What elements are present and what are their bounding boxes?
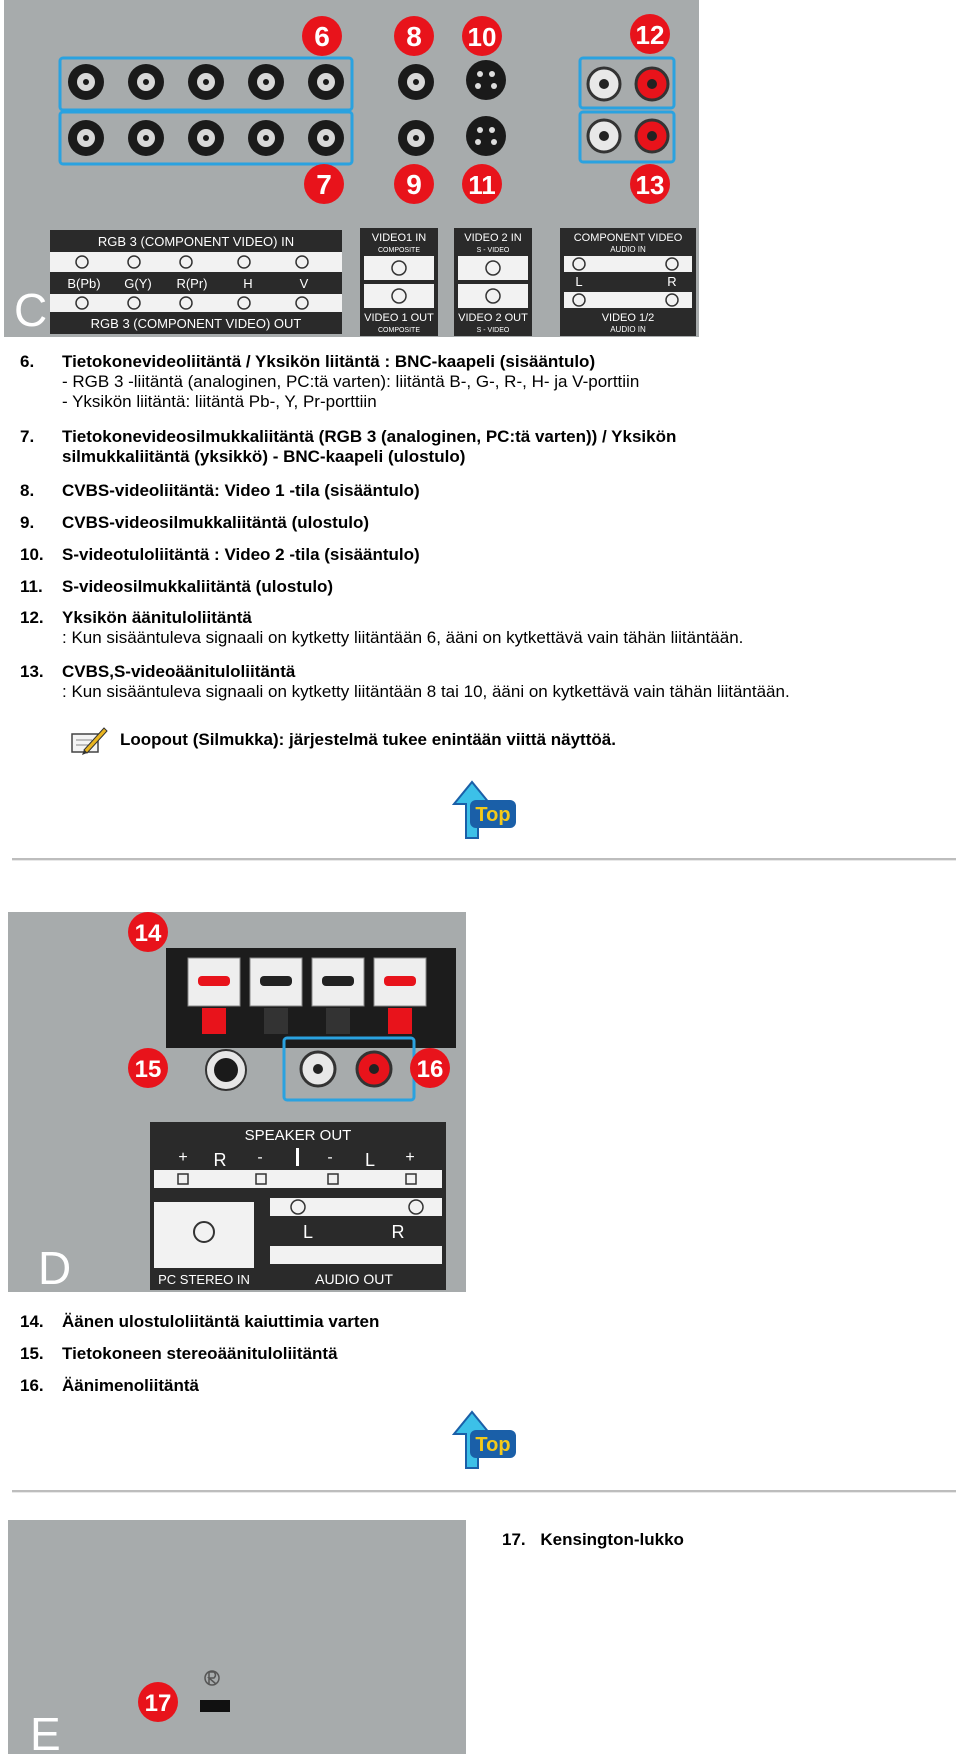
speaker-plus-r: + bbox=[178, 1149, 188, 1166]
svg-text:9: 9 bbox=[406, 169, 422, 200]
panel-d-drawing bbox=[8, 912, 466, 1292]
list-item bbox=[20, 1344, 720, 1366]
rgb-out-holes-row bbox=[50, 294, 342, 312]
svg-text:8: 8 bbox=[406, 21, 422, 52]
item-number: 12. bbox=[20, 608, 44, 627]
audio-out-jacks bbox=[301, 1052, 391, 1086]
divider bbox=[12, 1490, 956, 1493]
list-item bbox=[20, 427, 742, 471]
s-video-connectors bbox=[466, 60, 506, 156]
top-arrow-icon bbox=[446, 780, 520, 840]
video12-label: VIDEO 1/2 bbox=[601, 312, 655, 324]
item-number: 7. bbox=[20, 427, 35, 446]
svg-text:14: 14 bbox=[134, 920, 162, 947]
port-label-g: G(Y) bbox=[124, 276, 152, 291]
item-number: 8. bbox=[20, 481, 35, 500]
item-line: : Kun sisääntuleva signaali on kytketty liitäntään 8 tai 10, ääni on kytkettävä vain tähän liitäntään. bbox=[62, 682, 790, 701]
list-item bbox=[20, 481, 940, 503]
video2-svideo-label: S - VIDEO bbox=[476, 247, 510, 254]
svg-text:11: 11 bbox=[468, 170, 496, 200]
item-number: 6. bbox=[20, 352, 35, 371]
item-title: CVBS-videoliitäntä: Video 1 -tila (sisääntulo) bbox=[62, 481, 420, 500]
audio-label-l: L bbox=[575, 274, 583, 289]
video2-out-label: VIDEO 2 OUT bbox=[458, 312, 528, 324]
panel-d-image bbox=[8, 912, 466, 1292]
badge-12 bbox=[630, 14, 670, 54]
badge-9 bbox=[394, 164, 434, 204]
item-title: Äänimenoliitäntä bbox=[62, 1376, 199, 1395]
item-title: Tietokonevideoliitäntä / Yksikön liitäntä : BNC-kaapeli (sisääntulo) bbox=[62, 352, 596, 371]
connector-list-d bbox=[20, 1312, 720, 1398]
top-arrow-icon bbox=[446, 1410, 520, 1470]
note-text: Loopout (Silmukka): järjestelmä tukee enintään viittä näyttöä. bbox=[120, 730, 616, 749]
port-label-r: R(Pr) bbox=[176, 276, 208, 291]
back-to-top-button[interactable] bbox=[446, 1410, 520, 1470]
item-title: CVBS-videosilmukkaliitäntä (ulostulo) bbox=[62, 513, 369, 532]
bnc-connectors-out bbox=[68, 120, 344, 156]
badge-6 bbox=[302, 16, 342, 56]
item-title: Tietokoneen stereoäänituloliitäntä bbox=[62, 1344, 338, 1363]
component-video-label: COMPONENT VIDEO bbox=[573, 232, 683, 244]
rgb-in-label: RGB 3 (COMPONENT VIDEO) IN bbox=[97, 234, 295, 249]
item-title: Tietokonevideosilmukkaliitäntä (RGB 3 (analoginen, PC:tä varten)) / Yksikön silmukkaliitäntä (yksikkö) - BNC-kaapeli (ulostulo) bbox=[62, 427, 677, 466]
speaker-minus-l: - bbox=[327, 1149, 333, 1166]
connector-list-c bbox=[20, 352, 940, 706]
video2-in-label: VIDEO 2 IN bbox=[464, 232, 522, 244]
list-item bbox=[20, 577, 940, 599]
badge-14 bbox=[128, 912, 168, 952]
item-title: Äänen ulostuloliitäntä kaiuttimia varten bbox=[62, 1312, 380, 1331]
rgb-out-label: RGB 3 (COMPONENT VIDEO) OUT bbox=[90, 316, 302, 331]
audio-label-r: R bbox=[667, 274, 677, 289]
item-number: 10. bbox=[20, 545, 44, 564]
svg-text:13: 13 bbox=[635, 170, 665, 200]
list-item bbox=[20, 545, 940, 567]
port-label-v: V bbox=[299, 276, 309, 291]
item-number: 17. bbox=[502, 1530, 526, 1549]
speaker-plus-l: + bbox=[405, 1149, 415, 1166]
port-label-h: H bbox=[243, 276, 253, 291]
badge-13 bbox=[630, 164, 670, 204]
pc-stereo-jack bbox=[206, 1050, 246, 1090]
badge-11 bbox=[462, 164, 502, 204]
list-item bbox=[20, 1312, 720, 1334]
svg-text:17: 17 bbox=[144, 1690, 172, 1717]
port-label-b: B(Pb) bbox=[67, 276, 101, 291]
video1-out-composite-label: COMPOSITE bbox=[377, 327, 421, 334]
svg-text:12: 12 bbox=[635, 20, 665, 50]
item-title: S-videosilmukkaliitäntä (ulostulo) bbox=[62, 577, 334, 596]
video2-out-svideo-label: S - VIDEO bbox=[476, 327, 510, 334]
rgb-in-holes-row bbox=[50, 252, 342, 272]
item-number: 9. bbox=[20, 513, 35, 532]
item-number: 15. bbox=[20, 1344, 44, 1363]
speaker-out-label: SPEAKER OUT bbox=[244, 1127, 352, 1144]
speaker-minus-r: - bbox=[257, 1149, 263, 1166]
badge-16 bbox=[410, 1048, 450, 1088]
svg-text:10: 10 bbox=[467, 22, 497, 52]
speaker-label-r: R bbox=[213, 1150, 227, 1170]
cvbs-connectors bbox=[398, 64, 434, 156]
svg-text:Top: Top bbox=[475, 1434, 511, 1456]
rca-audio-connectors bbox=[588, 68, 668, 152]
divider bbox=[12, 858, 956, 861]
audio-out-label-l: L bbox=[302, 1222, 314, 1242]
kensington-item bbox=[502, 1530, 684, 1550]
item-line: - Yksikön liitäntä: liitäntä Pb-, Y, Pr-porttiin bbox=[62, 392, 377, 411]
panel-letter-c: C bbox=[14, 284, 48, 336]
video1-out-label: VIDEO 1 OUT bbox=[364, 312, 434, 324]
panel-e-image bbox=[8, 1520, 466, 1754]
item-number: 13. bbox=[20, 662, 44, 681]
kensington-slot bbox=[200, 1671, 230, 1712]
svg-text:Top: Top bbox=[475, 804, 511, 826]
item-number: 16. bbox=[20, 1376, 44, 1395]
panel-e-drawing bbox=[8, 1520, 466, 1754]
list-item bbox=[20, 608, 940, 652]
list-item bbox=[20, 662, 940, 706]
item-title: CVBS,S-videoäänituloliitäntä bbox=[62, 662, 296, 681]
video12-audio-in-label: AUDIO IN bbox=[610, 325, 646, 334]
item-line: : Kun sisääntuleva signaali on kytketty liitäntään 6, ääni on kytkettävä vain tähän liitäntään. bbox=[62, 628, 744, 647]
badge-15 bbox=[128, 1048, 168, 1088]
video1-in-label: VIDEO1 IN bbox=[371, 232, 427, 244]
panel-c-image bbox=[4, 0, 699, 337]
pc-stereo-in-label: PC STEREO IN bbox=[158, 1272, 250, 1287]
badge-7 bbox=[304, 164, 344, 204]
item-title: Yksikön äänituloliitäntä bbox=[62, 608, 252, 627]
speaker-label-l: L bbox=[364, 1150, 376, 1170]
item-title: S-videotuloliitäntä : Video 2 -tila (sisääntulo) bbox=[62, 545, 420, 564]
note-pencil-icon bbox=[70, 724, 108, 756]
svg-text:7: 7 bbox=[316, 169, 332, 200]
bnc-connectors-in bbox=[68, 64, 344, 100]
item-number: 11. bbox=[20, 577, 43, 596]
svg-text:6: 6 bbox=[314, 21, 330, 52]
component-audio-in-label: AUDIO IN bbox=[610, 245, 646, 254]
audio-out-label-r: R bbox=[391, 1222, 405, 1242]
panel-letter-d: D bbox=[38, 1242, 72, 1292]
panel-c-drawing bbox=[4, 0, 699, 337]
svg-text:16: 16 bbox=[416, 1056, 444, 1083]
svg-text:15: 15 bbox=[134, 1056, 162, 1083]
badge-17 bbox=[138, 1682, 178, 1722]
list-item bbox=[20, 513, 940, 535]
item-line: - RGB 3 -liitäntä (analoginen, PC:tä varten): liitäntä B-, G-, R-, H- ja V-porttiin bbox=[62, 372, 640, 391]
list-item bbox=[20, 352, 940, 418]
badge-8 bbox=[394, 16, 434, 56]
panel-letter-e: E bbox=[30, 1708, 61, 1754]
video1-composite-label: COMPOSITE bbox=[377, 247, 421, 254]
item-title: Kensington-lukko bbox=[540, 1530, 684, 1549]
badge-10 bbox=[462, 16, 502, 56]
back-to-top-button[interactable] bbox=[446, 780, 520, 840]
list-item bbox=[20, 1376, 720, 1398]
audio-out-label: AUDIO OUT bbox=[315, 1271, 393, 1287]
item-number: 14. bbox=[20, 1312, 44, 1331]
